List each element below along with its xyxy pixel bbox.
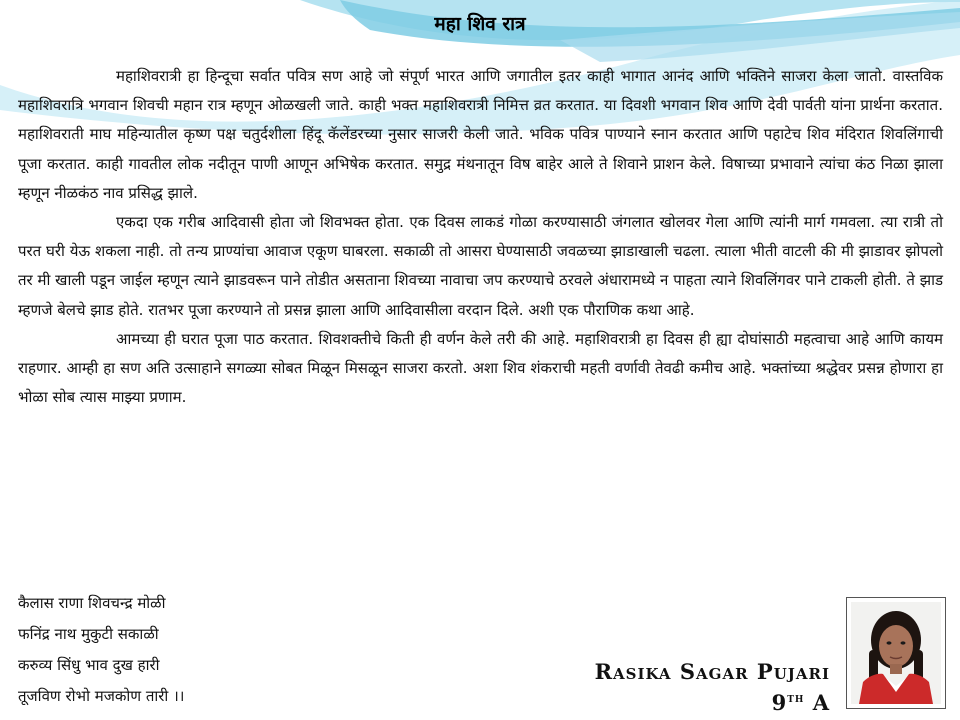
paragraph-3: आमच्या ही घरात पूजा पाठ करतात. शिवशक्तीचे किती ही वर्णन केले तरी की आहे. महाशिवरात्री हा दिवस ही ह्या दोघांसाठी महत्वाचा आहे आणि कायम राहणार. आम्ही हा सण अति उत्साहाने सगळ्या सोबत मिळून मिसळून साजरा करतो. अशा शिव शंकराची महती वर्णावी तेवढी कमीच आहे. भक्तांच्या श्रद्धेवर प्रसन्न होणारा हा भोळा सोब त्यास माझ्या प्रणाम.: [18, 329, 943, 407]
poem-line: कैलास राणा शिवचन्द्र मोळी: [18, 594, 166, 612]
paragraph-2: एकदा एक गरीब आदिवासी होता जो शिवभक्त होता. एक दिवस लाकडं गोळा करण्यासाठी जंगलात खोलवर गेला आणि त्यांनी मार्ग गमवला. त्या रात्री तो परत घरी येऊ शकला नाही. तो तन्य प्राण्यांचा आवाज एकूण घाबरला. सकाळी तो आसरा घेण्यासाठी जवळच्या झाडाखाली चढला. त्याला भीती वाटली की मी झाडावर झोपलो तर मी खाली पडून जाईल म्हणून त्याने झाडवरून पाने तोडीत असताना शिवच्या नावाचा जप करण्याचे ठरवले अंधारामध्ये न पाहता त्याने शिवलिंगवर पाने टाकली होती. ते झाड म्हणजे बेलचे झाड होते. रातभर पूजा करण्याने तो प्रसन्न झाला आणि आदिवासीला वरदान दिले. अशी एक पौराणिक कथा आहे.: [18, 213, 943, 319]
poem-line: तूजविण रोभो मजकोण तारी ।।: [18, 687, 185, 705]
class-suffix: th: [787, 691, 805, 706]
essay-body: [18, 62, 943, 412]
class-section: A: [804, 690, 830, 715]
author-class: [595, 685, 830, 716]
author-photo: [846, 597, 946, 709]
poem-line: करुव्य सिंधु भाव दुख हारी: [18, 656, 160, 674]
author-name: Rasika Sagar Pujari: [594, 659, 830, 684]
poem-line: फनिंद्र नाथ मुकुटी सकाळी: [18, 625, 159, 643]
class-number: 9: [771, 690, 788, 715]
portrait-image: [851, 602, 941, 704]
poem-verse: [18, 588, 184, 712]
paragraph-1: महाशिवरात्री हा हिन्दूचा सर्वात पवित्र सण आहे जो संपूर्ण भारत आणि जगातील इतर काही भागात आनंद आणि भक्तिने साजरा केला जातो. वास्तविक महाशिवरात्रि भगवान शिवची महान रात्र म्हणून ओळखली जाते. काही भक्त महाशिवरात्री निमित्त व्रत करतात. या दिवशी भगवान शिव आणि देवी पार्वती यांना प्रार्थना करतात. महाशिवराती माघ महिन्यातील कृष्ण पक्ष चतुर्दशीला हिंदू कॅलेंडरच्या नुसार साजरी केली जाते. भविक पवित्र पाण्याने स्नान करतात आणि पहाटेच शिव मंदिरात शिवलिंगाची पूजा करतात. काही गावतील लोक नदीतून पाणी आणून अभिषेक करतात. समुद्र मंथनातून विष बाहेर आले ते शिवाने प्राशन केले. विषाच्या प्रभावाने त्यांचा कंठ निळा झाला म्हणून नीळकंठ नाव प्रसिद्ध झाले.: [18, 67, 943, 202]
page-title: महा शिव रात्र: [434, 13, 526, 35]
author-block: [595, 658, 830, 716]
